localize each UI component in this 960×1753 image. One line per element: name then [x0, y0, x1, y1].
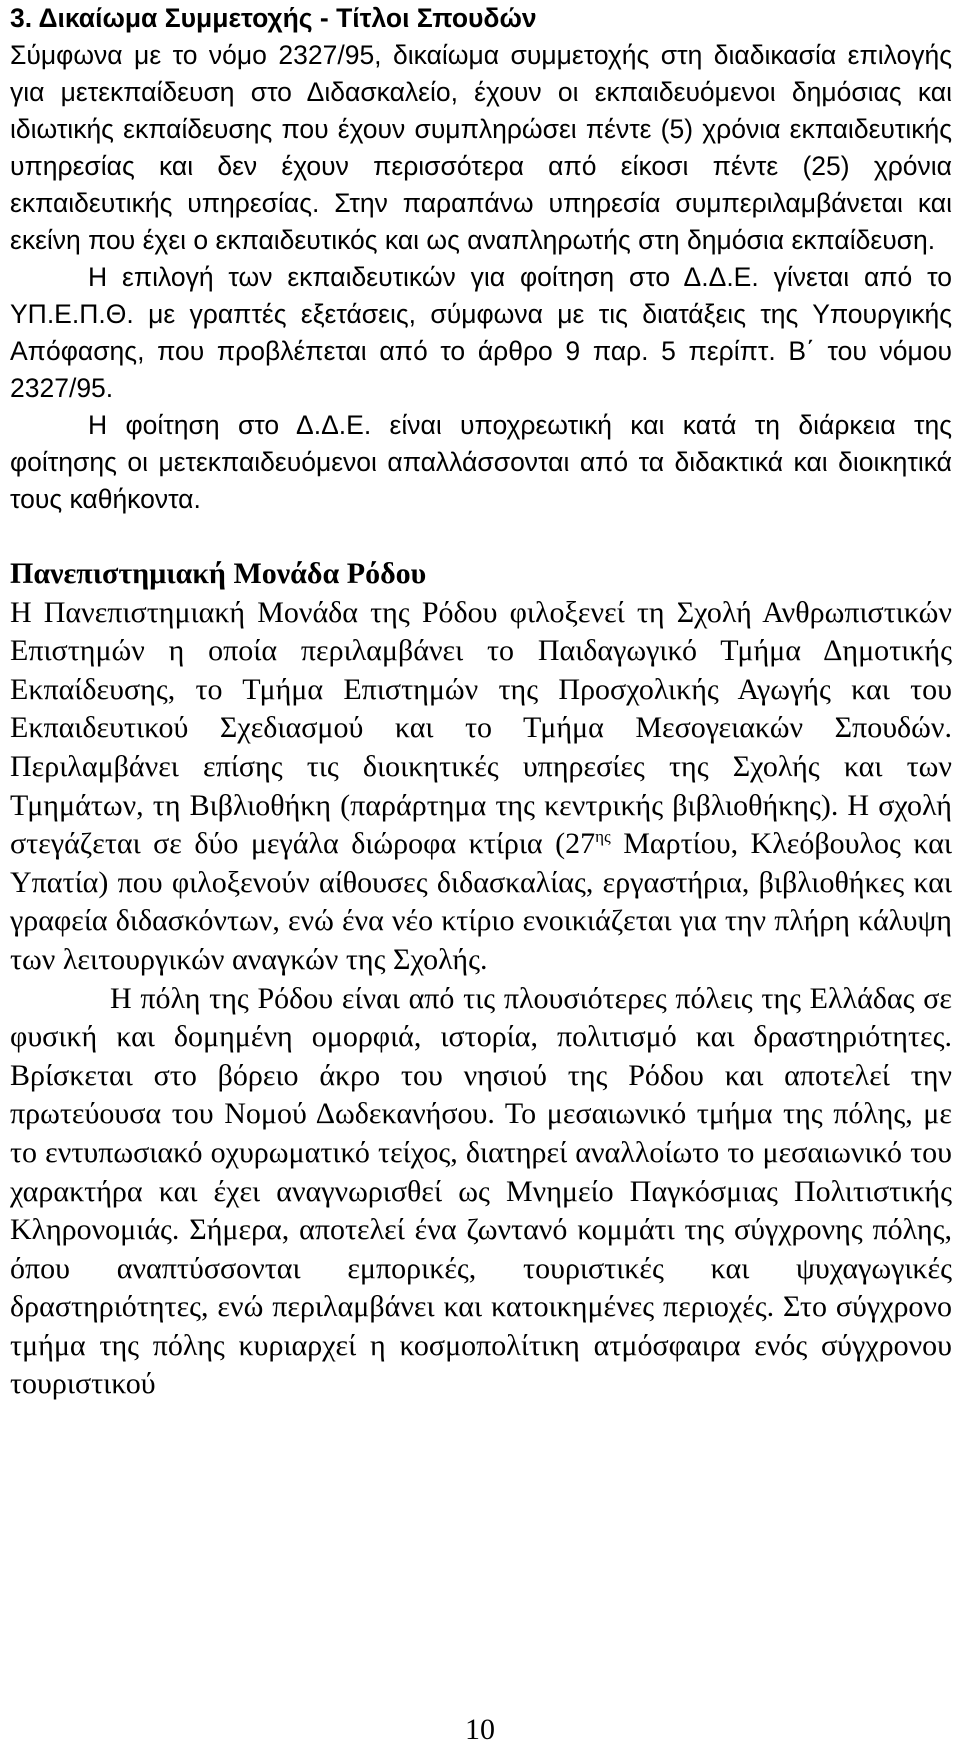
paragraph-rhodes-school [10, 594, 952, 980]
paragraph-selection-exams: Η επιλογή των εκπαιδευτικών για φοίτηση στο Δ.Δ.Ε. γίνεται από το ΥΠ.Ε.Π.Θ. με γραπτές εξετάσεις, σύμφωνα με τις διατάξεις της Υπουργικής Απόφασης, που προβλέπεται από το άρθρο 9 παρ. 5 περίπτ. Β΄ του νόμου 2327/95. [10, 262, 952, 403]
superscript-ordinal: ης [595, 827, 611, 847]
paragraph-text: Μαρτίου, Κλεόβουλος και Υπατία) που φιλοξενούν αίθουσες διδασκαλίας, εργαστήρια, βιβλιοθήκες και γραφεία διδασκόντων, ενώ ένα νέο κτίριο ενοικιάζεται για την πλήρη κάλυψη των λειτουργικών αναγκών της Σχολής. [10, 827, 952, 976]
document-page [10, 0, 952, 1404]
paragraph-text: Η Πανεπιστημιακή Μονάδα της Ρόδου φιλοξενεί τη Σχολή Ανθρωπιστικών Επιστημών η οποία περιλαμβάνει το Παιδαγωγικό Τμήμα Δημοτικής Εκπαίδευσης, το Τμήμα Επιστημών της Προσχολικής Αγωγής και του Εκπαιδευτικού Σχεδιασμού και το Τμήμα Μεσογειακών Σπουδών. Περιλαμβάνει επίσης τις διοικητικές υπηρεσίες της Σχολής και των Τμημάτων, τη Βιβλιοθήκη (παράρτημα της κεντρικής βιβλιοθήκης). Η σχολή στεγάζεται σε δύο μεγάλα διώροφα κτίρια (27 [10, 595, 952, 861]
section-heading-eligibility: 3. Δικαίωμα Συμμετοχής - Τίτλοι Σπουδών [10, 3, 537, 33]
page-number: 10 [465, 1713, 495, 1746]
paragraph-rhodes-city: Η πόλη της Ρόδου είναι από τις πλουσιότερες πόλεις της Ελλάδας σε φυσική και δομημένη ομορφιά, ιστορία, πολιτισμό και δραστηριότητες. Βρίσκεται στο βόρειο άκρο του νησιού της Ρόδου και αποτελεί την πρωτεύουσα του Νομού Δωδεκανήσου. Το μεσαιωνικό τμήμα της πόλης, με το εντυπωσιακό οχυρωματικό τείχος, διατηρεί αναλλοίωτο το μεσαιωνικό του χαρακτήρα και έχει αναγνωρισθεί ως Μνημείο Παγκόσμιας Πολιτιστικής Κληρονομιάς. Σήμερα, αποτελεί ένα ζωντανό κομμάτι της σύγχρονης πόλης, όπου αναπτύσσονται εμπορικές, τουριστικές και ψυχαγωγικές δραστηριότητες, ενώ περιλαμβάνει και κατοικημένες περιοχές. Στο σύγχρονο τμήμα της πόλης κυριαρχεί η κοσμοπολίτικη ατμόσφαιρα ενός σύγχρονου τουριστικού [10, 981, 952, 1401]
paragraph-attendance: Η φοίτηση στο Δ.Δ.Ε. είναι υποχρεωτική και κατά τη διάρκεια της φοίτησης οι μετεκπαιδευόμενοι απαλλάσσονται από τα διδακτικά και διοικητικά τους καθήκοντα. [10, 410, 952, 514]
paragraph-eligibility-law: Σύμφωνα με το νόμο 2327/95, δικαίωμα συμμετοχής στη διαδικασία επιλογής για μετεκπαίδευση στο Διδασκαλείο, έχουν οι εκπαιδευόμενοι δημόσιας και ιδιωτικής εκπαίδευσης που έχουν συμπληρώσει πέντε (5) χρόνια εκπαιδευτικής υπηρεσίας και δεν έχουν περισσότερα από είκοσι πέντε (25) χρόνια εκπαιδευτικής υπηρεσίας. Στην παραπάνω υπηρεσία συμπεριλαμβάνεται και εκείνη που έχει ο εκπαιδευτικός και ως αναπληρωτής στη δημόσια εκπαίδευση. [10, 40, 952, 255]
section-heading-rhodes: Πανεπιστημιακή Μονάδα Ρόδου [10, 557, 427, 590]
section-rhodes-unit [10, 555, 952, 1404]
section-eligibility [10, 0, 952, 518]
